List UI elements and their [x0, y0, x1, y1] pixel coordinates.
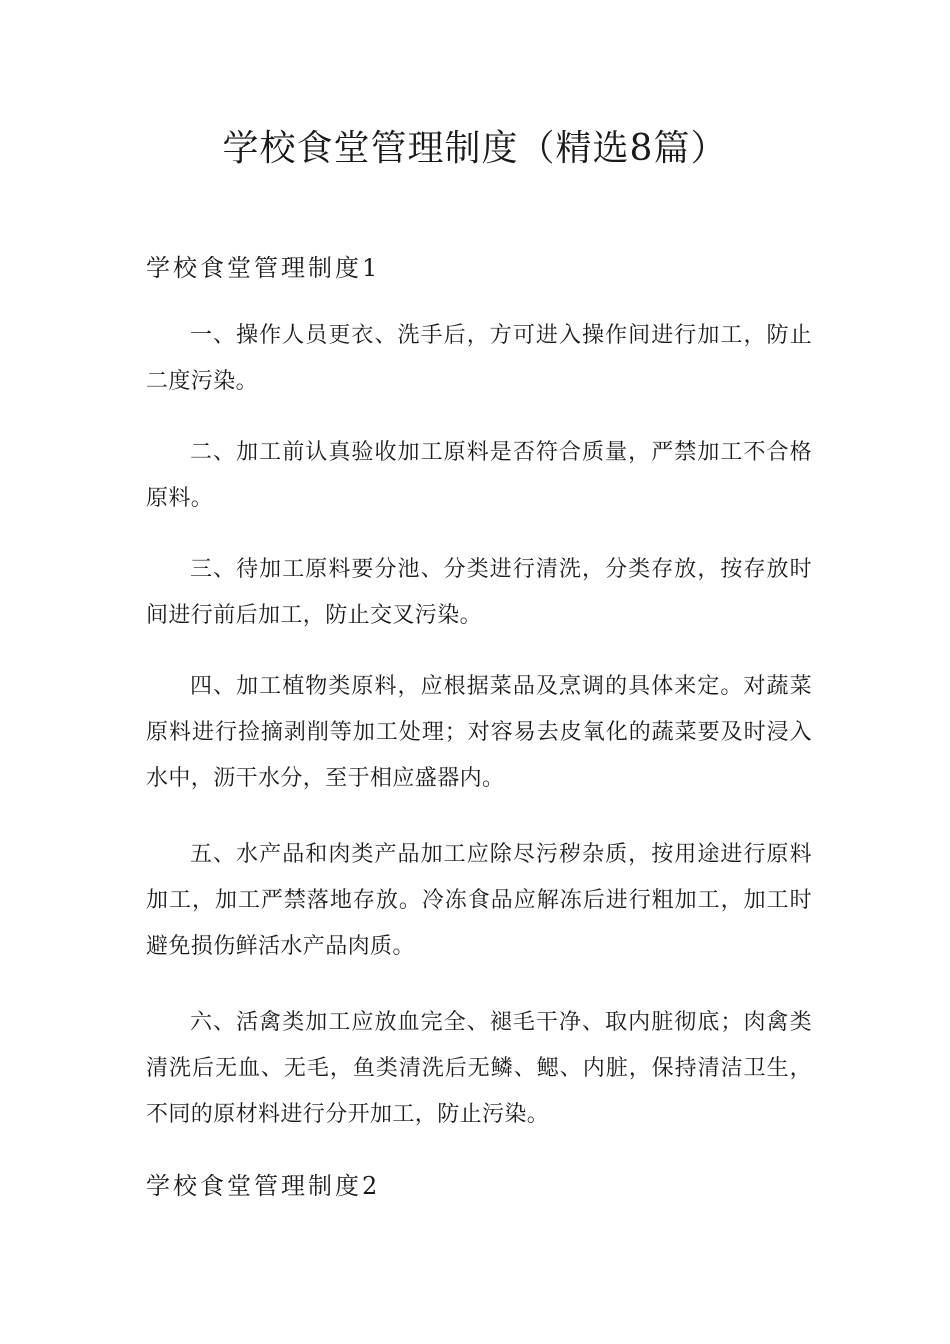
paragraph-3: 三、待加工原料要分池、分类进行清洗，分类存放，按存放时间进行前后加工，防止交叉污染。: [146, 557, 812, 628]
paragraph-4: 四、加工植物类原料，应根据菜品及烹调的具体来定。对蔬菜原料进行捡摘剥削等加工处理；对容易去皮氧化的蔬菜要及时浸入水中，沥干水分，至于相应盛器内。: [146, 674, 812, 791]
section-heading-1: 学校食堂管理制度1: [146, 254, 381, 282]
paragraph-2: 二、加工前认真验收加工原料是否符合质量，严禁加工不合格原料。: [146, 440, 812, 511]
document-title: 学校食堂管理制度（精选8篇）: [222, 128, 728, 169]
paragraph-1: 一、操作人员更衣、洗手后，方可进入操作间进行加工，防止二度污染。: [146, 323, 812, 394]
paragraph-5: 五、水产品和肉类产品加工应除尽污秽杂质，按用途进行原料加工，加工严禁落地存放。冷冻食品应解冻后进行粗加工，加工时避免损伤鲜活水产品肉质。: [146, 842, 812, 959]
paragraph-6: 六、活禽类加工应放血完全、褪毛干净、取内脏彻底；肉禽类清洗后无血、无毛，鱼类清洗后无鳞、鳃、内脏，保持清洁卫生，不同的原材料进行分开加工，防止污染。: [146, 1010, 812, 1127]
section-heading-2: 学校食堂管理制度2: [146, 1172, 381, 1200]
